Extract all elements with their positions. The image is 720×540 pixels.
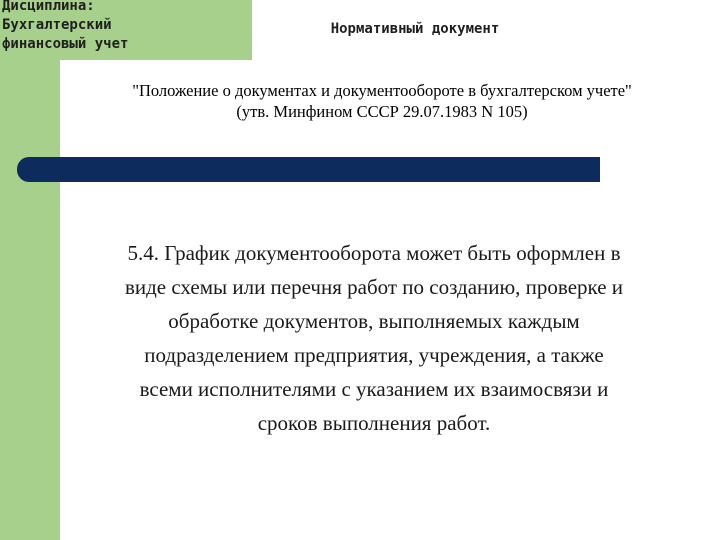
discipline-line-3: финансовый учет [2, 36, 129, 52]
left-accent-band [0, 60, 60, 540]
discipline-line-1: Дисциплина: [2, 0, 95, 14]
paragraph-line-3: обработке документов, выполняемых каждым [168, 309, 580, 333]
paragraph-line-6: сроков выполнения работ. [257, 411, 491, 435]
paragraph-line-2: виде схемы или перечня работ по созданию, проверке и [124, 275, 624, 299]
document-title-line-2: (утв. Минфином СССР 29.07.1983 N 105) [236, 102, 528, 121]
discipline-line-2: Бухгалтерский [2, 17, 112, 33]
paragraph-line-1: 5.4. График документооборота может быть оформлен в [127, 241, 621, 265]
regulation-paragraph [68, 236, 680, 440]
paragraph-line-4: подразделением предприятия, учреждения, а также [144, 343, 604, 367]
divider-bar [17, 157, 600, 182]
discipline-label [2, 0, 250, 54]
paragraph-line-5: всеми исполнителями с указанием их взаимосвязи и [139, 377, 609, 401]
doc-type-heading: Нормативный документ [330, 21, 500, 37]
document-title-line-1: "Положение о документах и документообороте в бухгалтерском учете" [132, 81, 632, 100]
document-title [62, 80, 702, 122]
